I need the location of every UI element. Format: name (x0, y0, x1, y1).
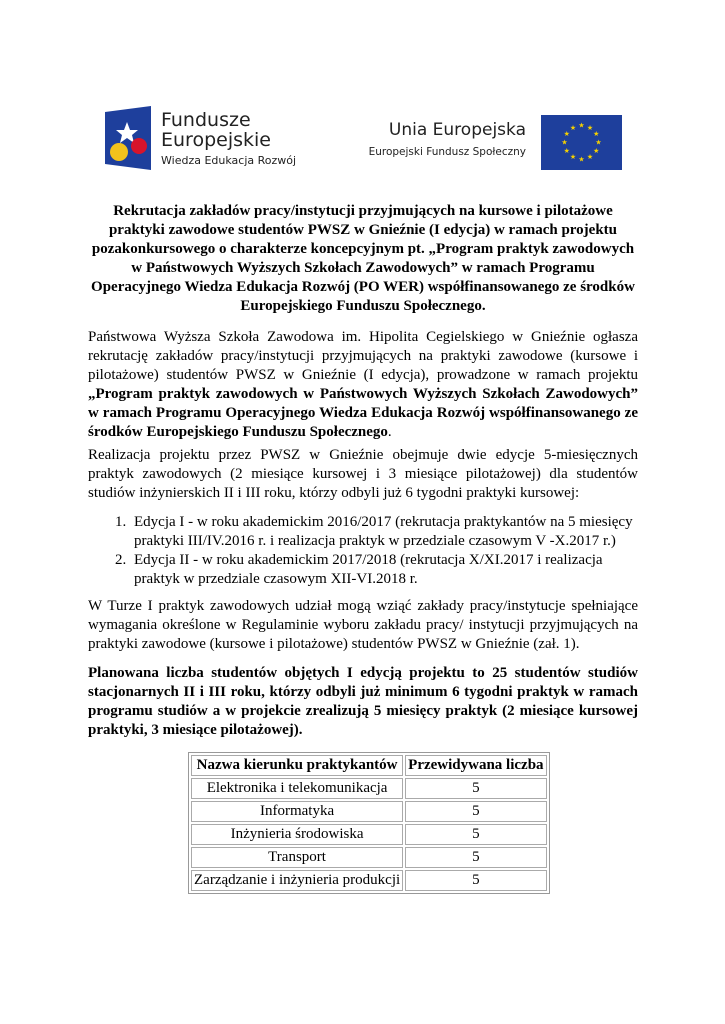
cell-liczba: 5 (405, 778, 546, 799)
table-header-row (191, 755, 547, 776)
cell-liczba: 5 (405, 847, 546, 868)
students-table (188, 752, 550, 894)
list-item: 1. Edycja I - w roku akademickim 2016/2017 (rekrutacja praktykantów na 5 miesięcy praktyki III/IV.2016 r. i realizacja praktyk w przedziale czasowym V -X.2017 r.) (130, 513, 648, 551)
ue-logo-line1: Unia Europejska (388, 120, 526, 140)
paragraph-intro (88, 328, 638, 442)
intro-project-name: „Program praktyk zawodowych w Państwowych Wyższych Szkołach Zawodowych” w ramach Programu Operacyjnego Wiedza Edukacja Rozwój współfinansowanego ze środków Europejskiego Funduszu Społecznego (88, 386, 638, 440)
intro-text: Państwowa Wyższa Szkoła Zawodowa im. Hipolita Cegielskiego w Gnieźnie ogłasza rekrutację zakładów pracy/instytucji przyjmujących na praktyki zawodowe (kursowe i pilotażowe) studentów PWSZ w Gnieźnie (I edycja), prowadzone w ramach projektu (88, 329, 638, 383)
eu-star-icon: ★ (578, 155, 585, 164)
fe-logo-line3: Wiedza Edukacja Rozwój (161, 154, 297, 167)
ue-logo-line2: Europejski Fundusz Społeczny (368, 146, 526, 158)
cell-liczba: 5 (405, 824, 546, 845)
paragraph-realizacja: Realizacja projektu przez PWSZ w Gnieźnie obejmuje dwie edycje 5-miesięcznych praktyk zawodowych (2 miesiące kursowej i 3 miesiące pilotażowej) dla studentów studiów inżynierskich II i III roku, którzy odbyli już 6 tygodni praktyki kursowej: (88, 447, 638, 501)
cell-liczba: 5 (405, 870, 546, 891)
cell-kierunek: Transport (191, 847, 403, 868)
eu-star-icon: ★ (563, 130, 570, 138)
table-row (191, 801, 547, 822)
cell-kierunek: Informatyka (191, 801, 403, 822)
header-liczba: Przewidywana liczba (405, 755, 546, 776)
eu-star-icon: ★ (586, 123, 594, 132)
eu-star-icon: ★ (593, 130, 600, 138)
cell-kierunek: Elektronika i telekomunikacja (191, 778, 403, 799)
eu-star-icon: ★ (595, 138, 602, 147)
list-item: 2. Edycja II - w roku akademickim 2017/2018 (rekrutacja X/XI.2017 i realizacja praktyk w przedziale czasowym XII-VI.2018 r. (130, 551, 648, 589)
edition-list (88, 513, 648, 589)
ue-logo-text (350, 120, 526, 158)
paragraph-tura: W Turze I praktyk zawodowych udział mogą wziąć zakłady pracy/instytucje spełniające wymagania określone w Regulaminie wyboru zakładu pracy/ instytucji przyjmujących na praktyki zawodowe (kursowe i pilotażowe) studentów PWSZ w Gnieźnie (zał. 1). (88, 598, 638, 652)
cell-kierunek: Inżynieria środowiska (191, 824, 403, 845)
cell-liczba: 5 (405, 801, 546, 822)
eu-flag-icon (541, 115, 622, 170)
eu-star-icon: ★ (578, 121, 585, 130)
fe-logo-line1: Fundusze (161, 109, 251, 131)
eu-star-icon: ★ (561, 138, 568, 147)
eu-star-icon: ★ (563, 147, 570, 155)
eu-star-icon: ★ (586, 153, 594, 162)
cell-kierunek: Zarządzanie i inżynieria produkcji (191, 870, 403, 891)
eu-star-icon: ★ (593, 147, 600, 155)
paragraph-planned: Planowana liczba studentów objętych I edycją projektu to 25 studentów studiów stacjonarnych II i III roku, którzy odbyli już minimum 6 tygodni praktyk w ramach programu studiów a w projekcie zrealizują 5 miesięcy praktyk (2 miesiące kursowej praktyki, 3 miesiące pilotażowej). (88, 665, 638, 738)
table-row (191, 870, 547, 891)
table-row (191, 824, 547, 845)
fe-logo-line2: Europejskie (161, 129, 271, 151)
table-row (191, 778, 547, 799)
fe-flag-icon (105, 106, 151, 170)
header-kierunek: Nazwa kierunku praktykantów (191, 755, 403, 776)
table-row (191, 847, 547, 868)
eu-star-icon: ★ (569, 153, 577, 162)
intro-end: . (387, 424, 392, 440)
document-title: Rekrutacja zakładów pracy/instytucji przyjmujących na kursowe i pilotażowe praktyki zawodowe studentów PWSZ w Gnieźnie (I edycja) w ramach projektu pozakonkursowego o charakterze koncepcyjnym pt. „Program praktyk zawodowych w Państwowych Wyższych Szkołach Zawodowych” w ramach Programu Operacyjnego Wiedza Edukacja Rozwój (PO WER) współfinansowanego ze środków Europejskiego Funduszu Społecznego. (91, 203, 635, 314)
fundusze-europejskie-logo (105, 104, 320, 174)
eu-star-icon: ★ (569, 123, 577, 132)
